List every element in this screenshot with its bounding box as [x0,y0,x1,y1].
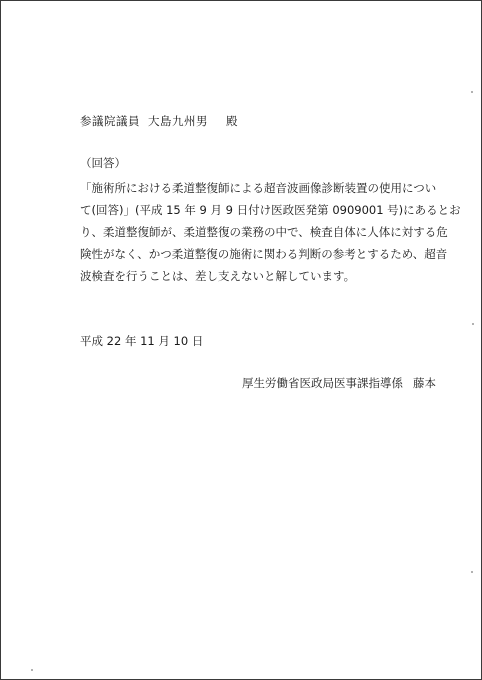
reply-label: （回答） [80,156,126,170]
body-line: て(回答)」(平成 15 年 9 月 9 日付け医政医発第 0909001 号)にあるとお [80,203,461,217]
sender-name: 藤本 [413,376,436,390]
scan-speck [31,669,33,671]
reply-body [80,177,461,287]
body-line: 「施術所における柔道整復師による超音波画像診断装置の使用につい [80,181,437,195]
body-line: 険性がなく、かつ柔道整復の施術に関わる判断の参考とするため、超音 [80,247,448,261]
scan-speck [471,571,473,573]
addressee-title: 参議院議員 [80,114,140,128]
addressee-honorific: 殿 [226,114,238,128]
scan-speck [471,91,473,93]
scan-speck [472,323,474,325]
sender-office: 厚生労働省医政局医事課指導係 [242,376,403,390]
addressee [80,113,238,129]
body-line: り、柔道整復師が、柔道整復の業務の中で、検査自体に人体に対する危 [80,225,448,239]
body-line: 波検査を行うことは、差し支えないと解しています。 [80,269,356,283]
document-date: 平成 22 年 11 月 10 日 [80,334,204,348]
sender [242,375,436,391]
addressee-name: 大島九州男 [148,114,208,128]
